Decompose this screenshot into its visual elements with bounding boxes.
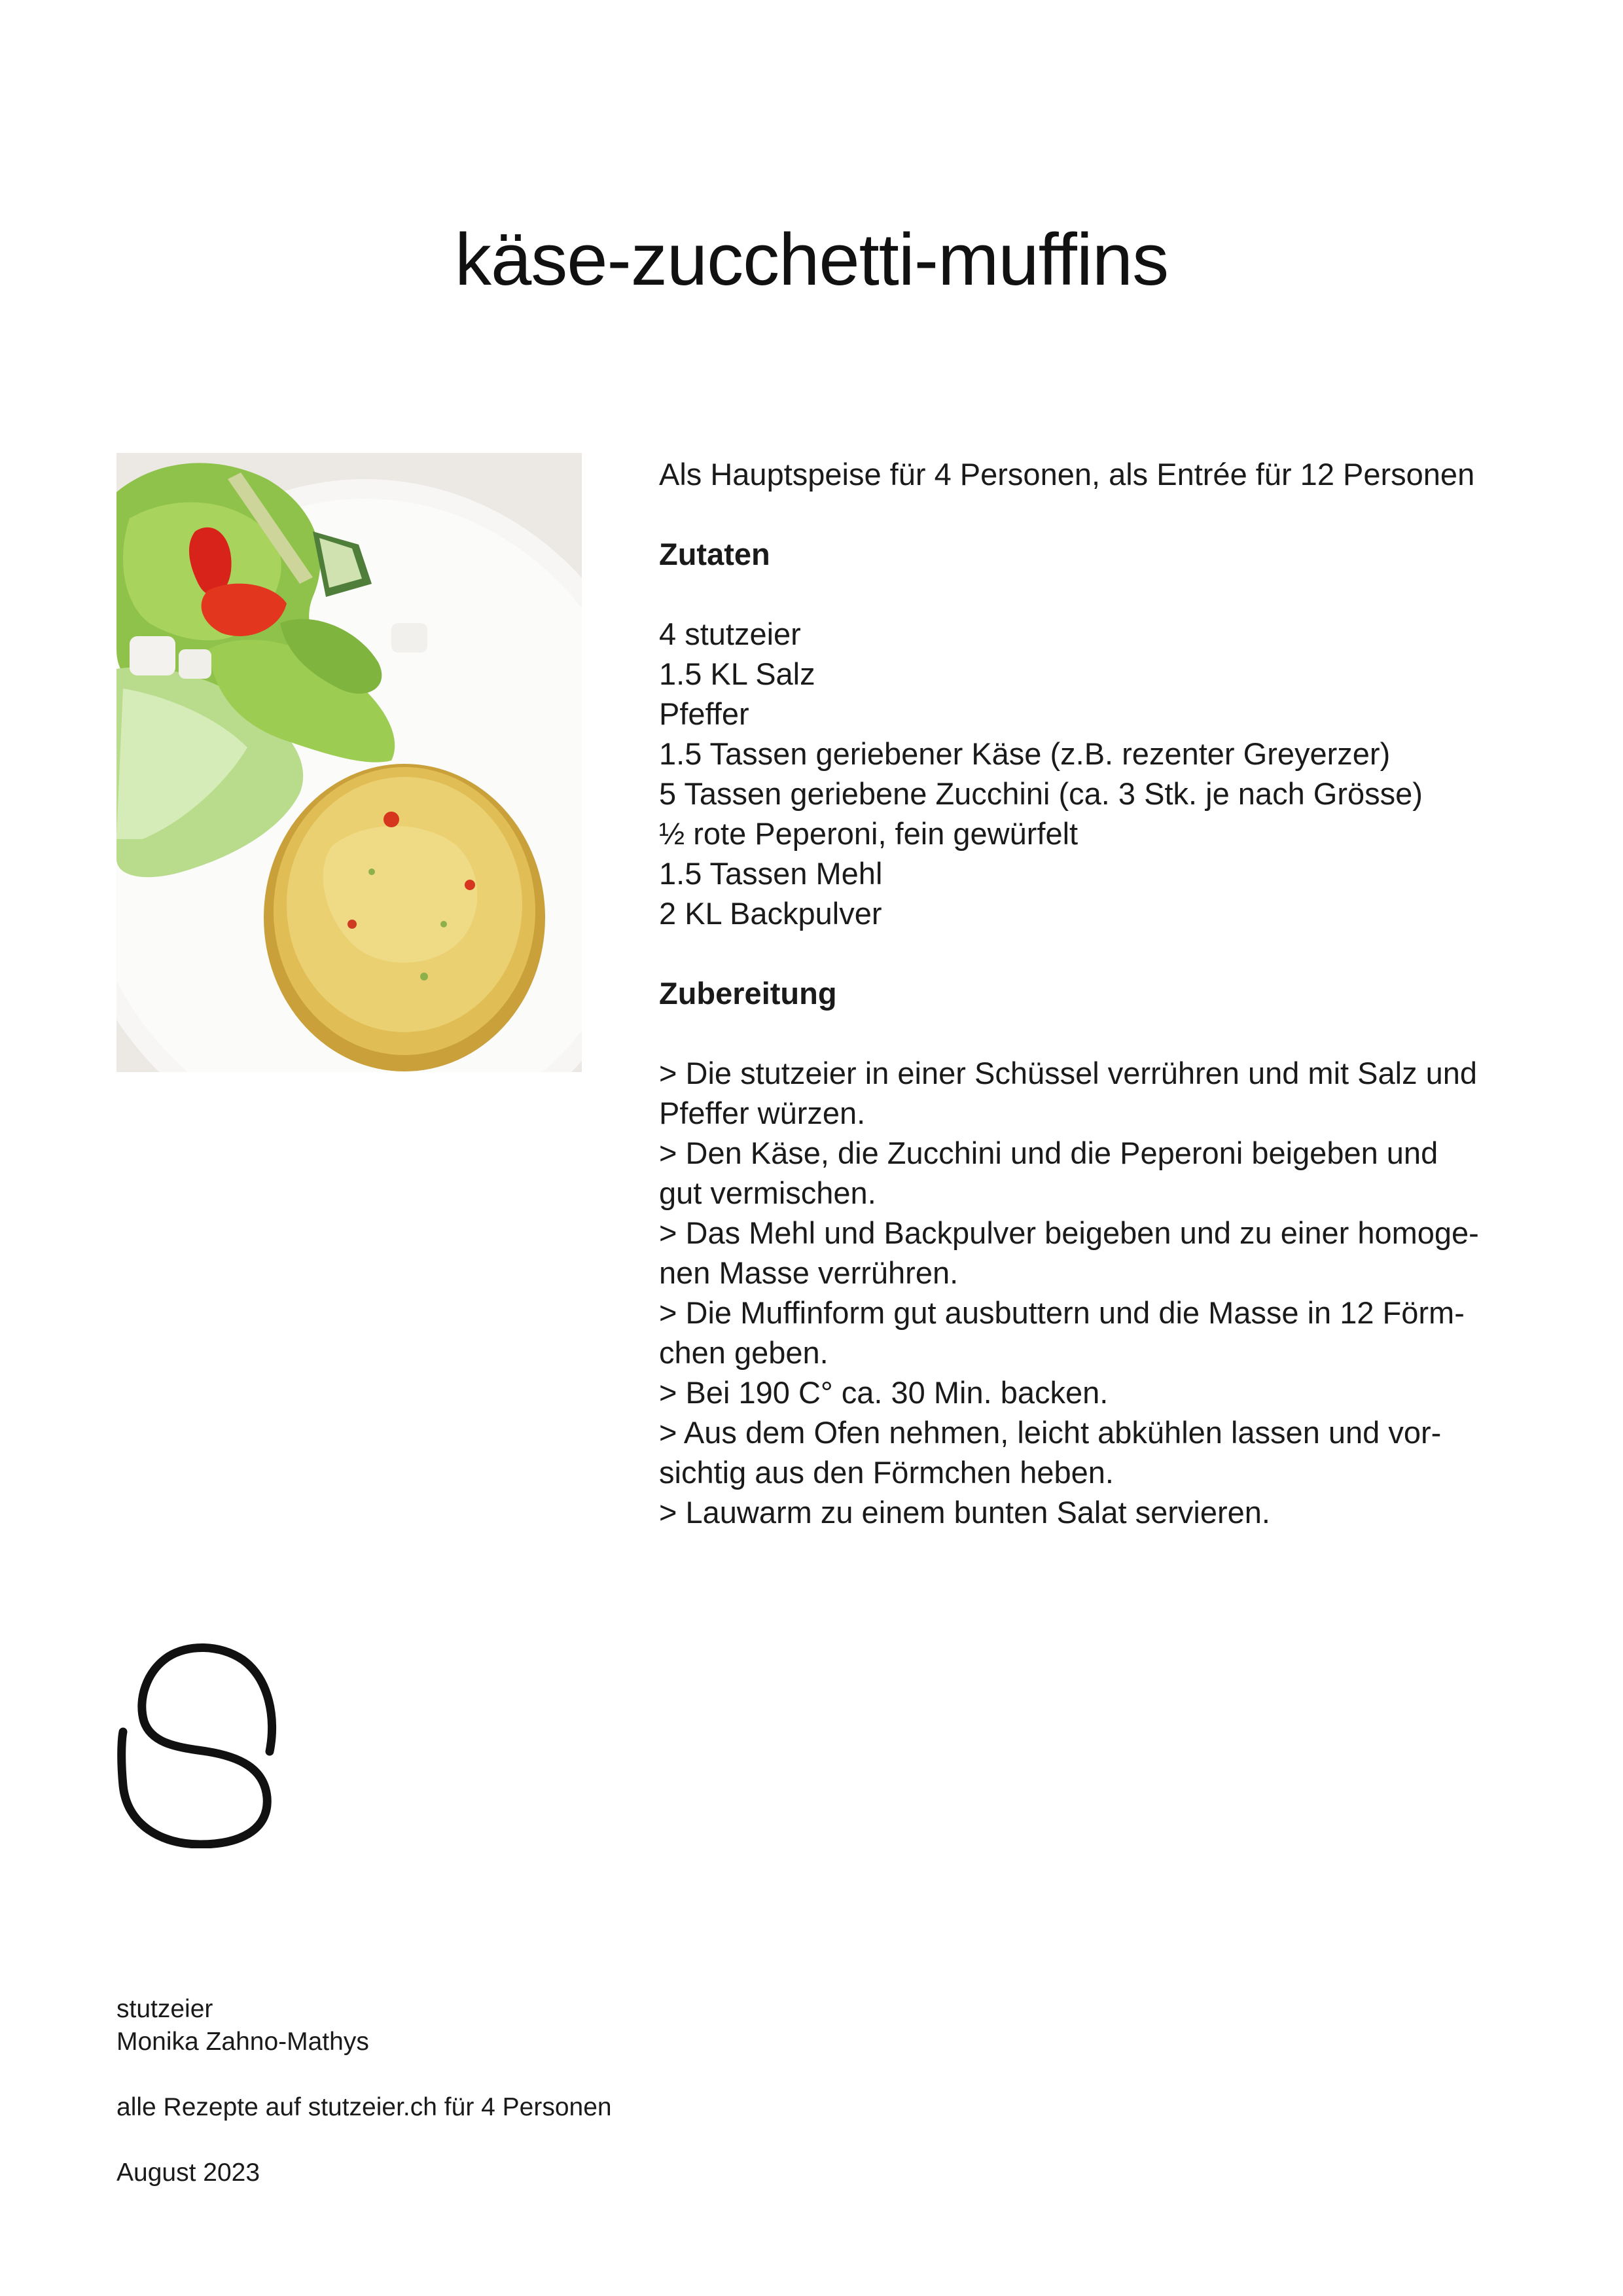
recipe-title: käse-zucchetti-muffins [454,219,1169,300]
preparation-line: > Die stutzeier in einer Schüssel verrühren und mit Salz und [659,1056,1478,1090]
ingredient-item: 1.5 Tassen Mehl [659,856,883,891]
preparation-line: > Das Mehl und Backpulver beigeben und zu einer homoge- [659,1215,1479,1250]
ingredient-item: 1.5 Tassen geriebener Käse (z.B. rezenter Greyerzer) [659,736,1391,771]
ingredient-item: 2 KL Backpulver [659,896,882,931]
footer-brand: stutzeier [116,1995,213,2023]
preparation-line: chen geben. [659,1335,829,1370]
footer-recipes-note: alle Rezepte auf stutzeier.ch für 4 Personen [116,2093,612,2121]
ingredients-heading: Zutaten [659,537,770,571]
preparation-line: sichtig aus den Förmchen heben. [659,1455,1114,1490]
serving-info: Als Hauptspeise für 4 Personen, als Entrée für 12 Personen [659,457,1475,492]
footer-author: Monika Zahno-Mathys [116,2028,369,2056]
ingredients-list [659,614,1529,933]
muffin-with-salad-photo [116,453,582,1072]
preparation-line: Pfeffer würzen. [659,1096,866,1130]
preparation-line: gut vermischen. [659,1175,876,1210]
preparation-line: > Aus dem Ofen nehmen, leicht abkühlen lassen und vor- [659,1415,1442,1450]
recipe-content [659,454,1529,1532]
ingredient-item: 4 stutzeier [659,617,801,651]
preparation-line: > Lauwarm zu einem bunten Salat servieren. [659,1495,1270,1530]
preparation-line: > Den Käse, die Zucchini und die Peperoni beigeben und [659,1136,1438,1170]
preparation-line: > Die Muffinform gut ausbuttern und die Masse in 12 Förm- [659,1295,1465,1330]
preparation-steps [659,1053,1529,1532]
stutzeier-logo-icon [115,1640,277,1848]
preparation-line: nen Masse verrühren. [659,1255,959,1290]
preparation-heading: Zubereitung [659,976,837,1011]
ingredient-item: 1.5 KL Salz [659,656,815,691]
footer [116,1993,612,2189]
preparation-line: > Bei 190 C° ca. 30 Min. backen. [659,1375,1109,1410]
ingredient-item: Pfeffer [659,696,749,731]
ingredient-item: ½ rote Peperoni, fein gewürfelt [659,816,1079,851]
footer-date: August 2023 [116,2159,260,2187]
ingredient-item: 5 Tassen geriebene Zucchini (ca. 3 Stk. je nach Grösse) [659,776,1423,811]
